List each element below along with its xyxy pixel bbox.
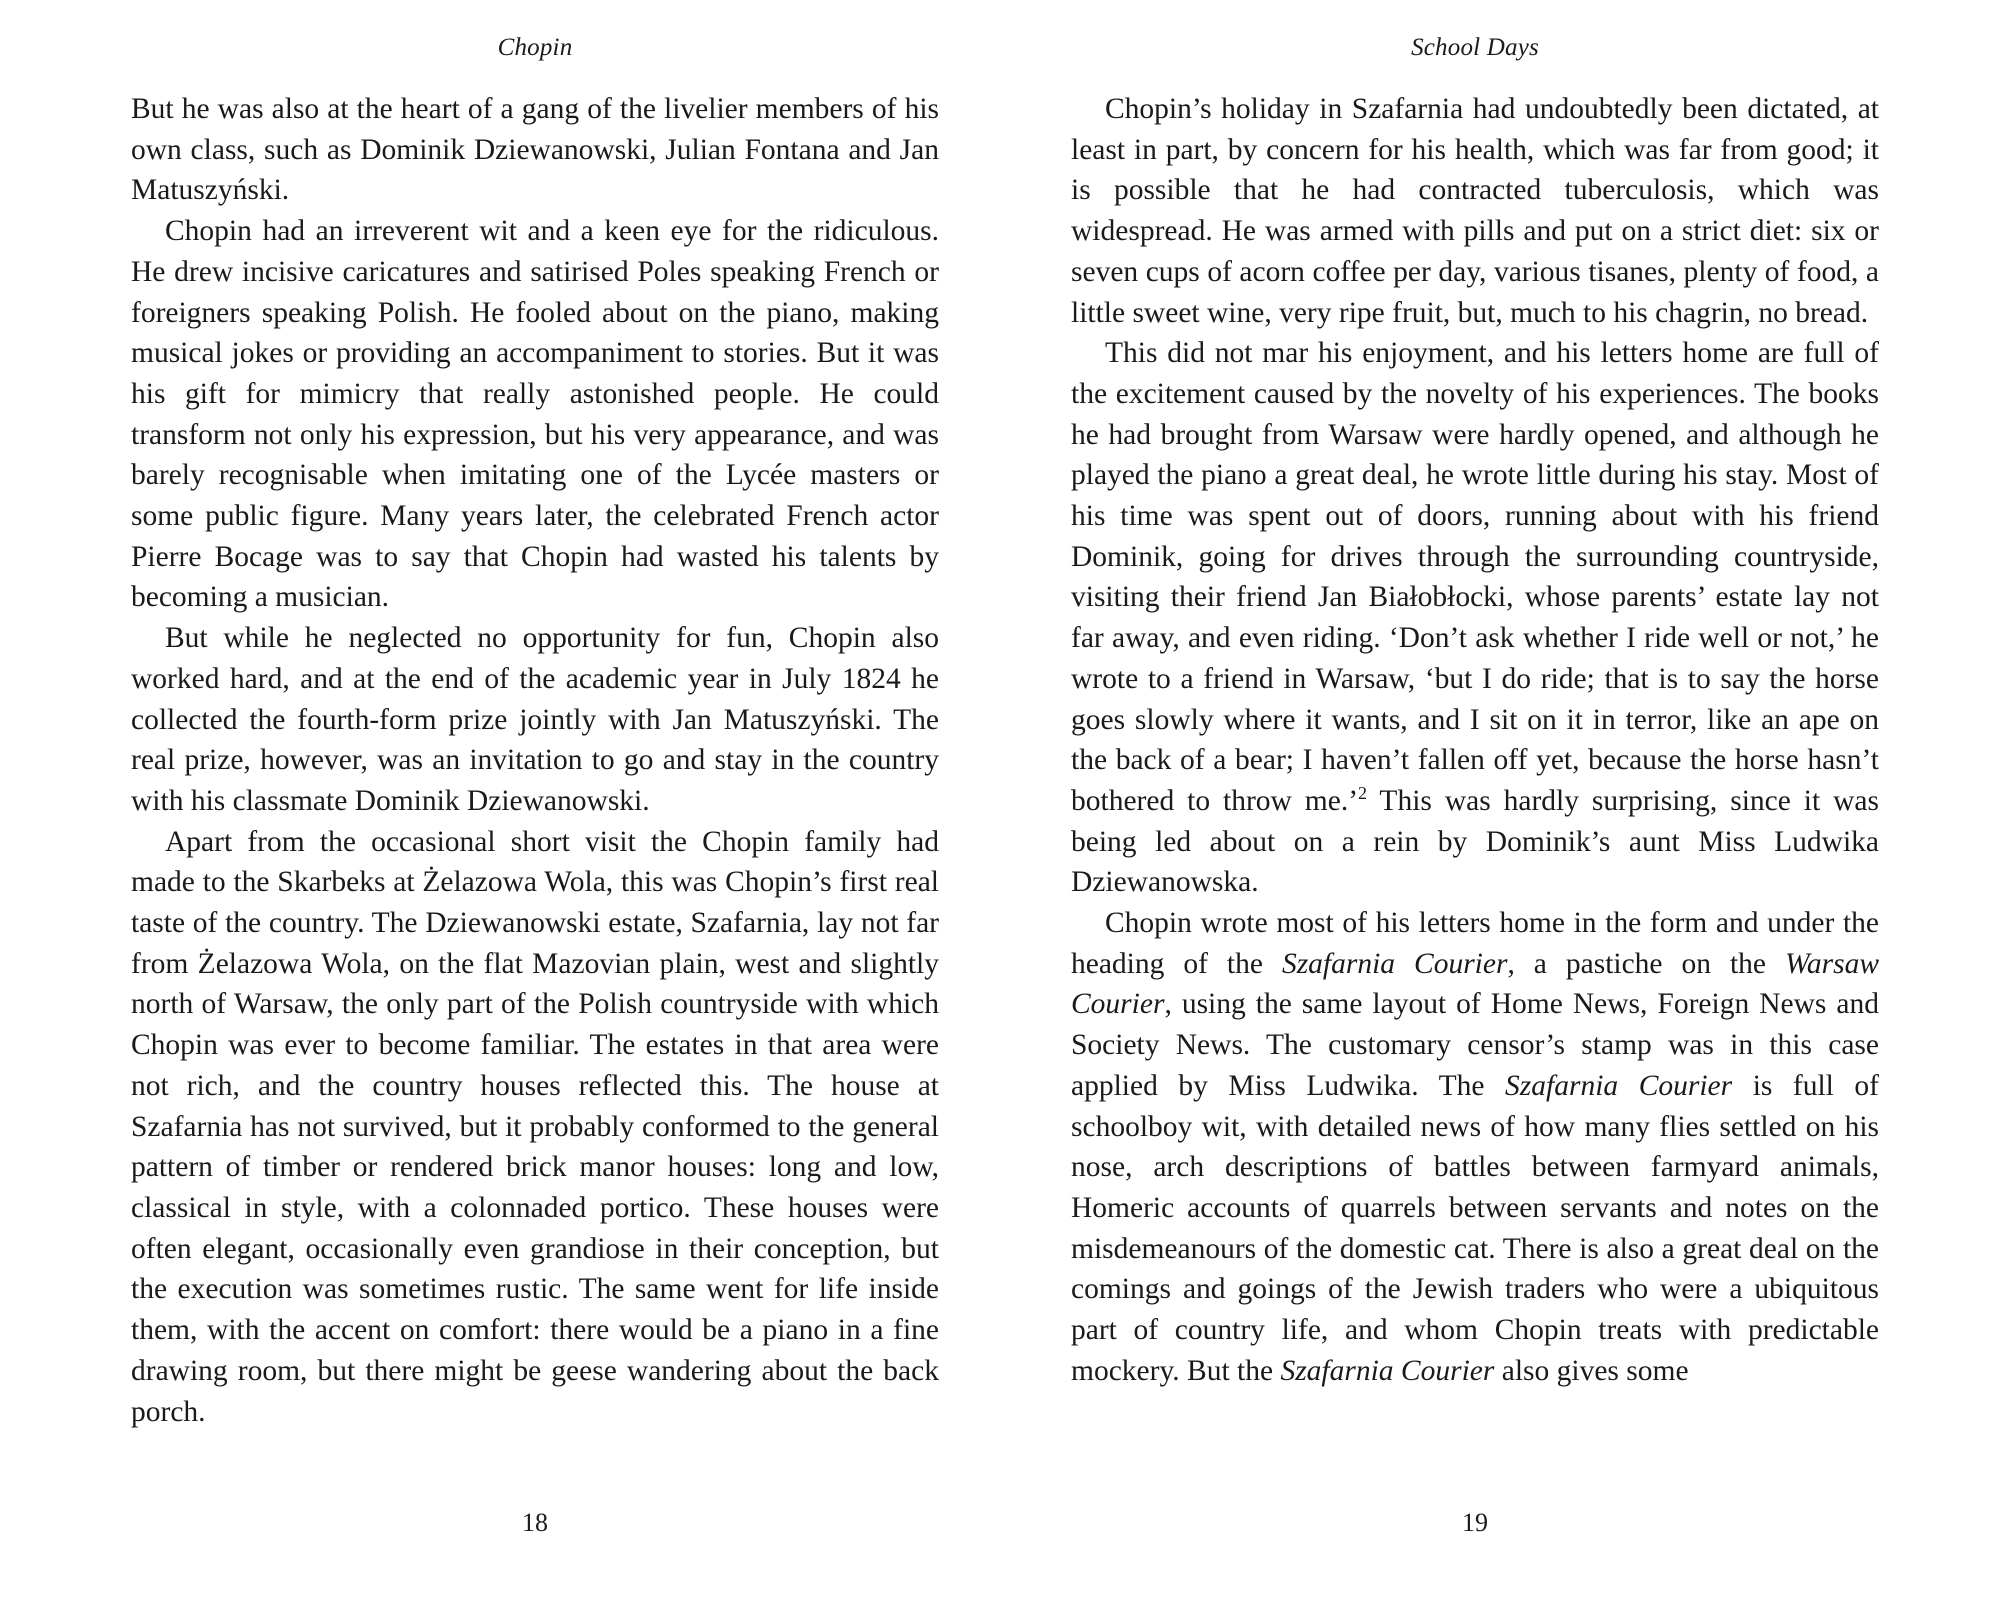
paragraph-7-text-4: is full of schoolboy wit, with detailed news of how many flies settled on his nose, arch descriptions of battles between farmyard animals, Homeric accounts of quarrels between servants and notes on the misdemeanours of the domestic cat. There is also a great deal on the comings and goings of the Jewish traders who were a ubiquitous part of country life, and whom Chopin treats with predictable mockery. But the — [1071, 1069, 1880, 1387]
paragraph-5: Chopin’s holiday in Szafarnia had undoubtedly been dictated, at least in part, by concern for his health, which was far from good; it is possible that he had contracted tuberculosis, which was widespread. He was armed with pills and put on a strict diet: six or seven cups of acorn coffee per day, various tisanes, plenty of food, a little sweet wine, very ripe fruit, but, much to his chagrin, no bread. — [1071, 93, 1879, 329]
publication-title: Szafarnia Courier — [1505, 1069, 1733, 1102]
paragraph-7 — [1071, 903, 1879, 1391]
page-number-left: 18 — [522, 1508, 548, 1537]
footnote-marker: 2 — [1358, 782, 1368, 803]
paragraph-7-text-1: Chopin wrote most of his letters home in the form and under the heading of the — [1071, 907, 1879, 980]
page-number-right: 19 — [1462, 1508, 1488, 1537]
paragraph-4: Apart from the occasional short visit the Chopin family had made to the Skarbeks at Żelazowa Wola, this was Chopin’s first real taste of the country. The Dziewanowski estate, Szafarnia, lay not far from Żelazowa Wola, on the flat Mazovian plain, west and slightly north of Warsaw, the only part of the Polish countryside with which Chopin was ever to become familiar. The estates in that area were not rich, and the country houses reflected this. The house at Szafarnia has not survived, but it probably conformed to the general pattern of timber or rendered brick manor houses: long and low, classical in style, with a colonnaded portico. These houses were often elegant, occasionally even grandiose in their conception, but the execution was sometimes rustic. The same went for life inside them, with the accent on comfort: there would be a piano in a fine drawing room, but there might be geese wandering about the back porch. — [131, 825, 939, 1428]
left-page — [131, 0, 939, 1602]
right-page — [1071, 0, 1879, 1602]
paragraph-2: Chopin had an irreverent wit and a keen eye for the ridiculous. He drew incisive caricatures and satirised Poles speaking French or foreigners speaking Polish. He fooled about on the piano, making musical jokes or providing an accompaniment to stories. But it was his gift for mimicry that really astonished people. He could transform not only his expression, but his very appearance, and was barely recognisable when imitating one of the Lycée masters or some public figure. Many years later, the celebrated French actor Pierre Bocage was to say that Chopin had wasted his talents by becoming a musician. — [131, 215, 939, 614]
publication-title: Szafarnia Courier — [1281, 947, 1508, 980]
paragraph-7-text-3: , using the same layout of Home News, Foreign News and Society News. The customary censor’s stamp was in this case applied by Miss Ludwika. The — [1071, 988, 1879, 1102]
publication-title: Szafarnia Courier — [1280, 1354, 1495, 1387]
paragraph-6-text-b: This was hardly surprising, since it was being led about on a rein by Dominik’s aunt Miss Ludwika Dziewanowska. — [1071, 784, 1879, 899]
publication-title: Warsaw Courier — [1071, 947, 1880, 1021]
running-head-left: Chopin — [497, 34, 573, 61]
paragraph-6-text-a: This did not mar his enjoyment, and his letters home are full of the excitement caused by the novelty of his experiences. The books he had brought from Warsaw were hardly opened, and although he played the piano a great deal, he wrote little during his stay. Most of his time was spent out of doors, running about with his friend Dominik, going for drives through the surrounding countryside, visiting their friend Jan Białobłocki, whose parents’ estate lay not far away, and even riding. ‘Don’t ask whether I ride well or not,’ he wrote to a friend in Warsaw, ‘but I do ride; that is to say the horse goes slowly where it wants, and I sit on it in terror, like an ape on the back of a bear; I haven’t fallen off yet, because the horse hasn’t bothered to throw me.’ — [1071, 337, 1879, 817]
right-page-body — [1071, 89, 1879, 1392]
paragraph-7-text-5: also gives some — [1494, 1354, 1689, 1387]
paragraph-7-text-2: , a pastiche on the — [1507, 947, 1785, 980]
paragraph-6 — [1071, 333, 1879, 903]
paragraph-3: But while he neglected no opportunity for fun, Chopin also worked hard, and at the end of the academic year in July 1824 he collected the fourth-form prize jointly with Jan Matuszyński. The real prize, however, was an invitation to go and stay in the country with his classmate Dominik Dziewanowski. — [131, 622, 939, 817]
left-page-body — [131, 89, 939, 1432]
paragraph-1: But he was also at the heart of a gang of the livelier members of his own class, such as Dominik Dziewanowski, Julian Fontana and Jan Matuszyński. — [131, 93, 939, 207]
running-head-right: School Days — [1411, 34, 1539, 61]
